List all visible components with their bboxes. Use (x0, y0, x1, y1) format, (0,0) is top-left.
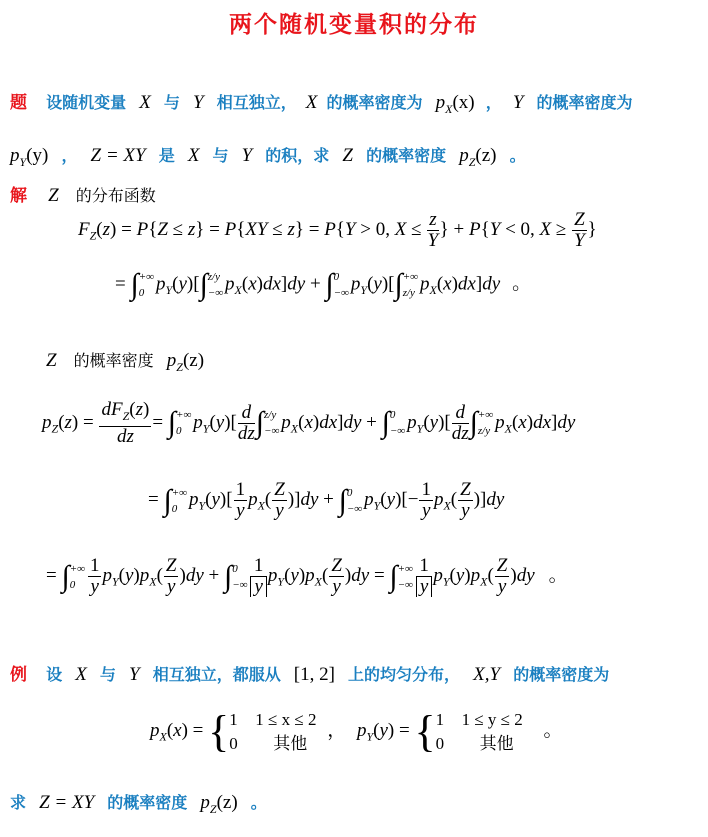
density-step-equation: = ∫+∞ 0 $p_Y(y)$[ $\frac{1}{y}$ $p_X$( $\frac{Z}{y}$ )]dy + ∫0 −∞ $p_Y(y)[-$ $\frac{1}{y}$ $p_X$( $\frac{Z}{y}$ )]dy (148, 479, 505, 521)
solution-header: 解 Z 的分布函数 (10, 185, 156, 206)
density-intro: Z 的概率密度 $p_Z(z)$ (46, 350, 205, 374)
problem-tag: 题 (10, 93, 27, 113)
example-tag: 例 (10, 665, 27, 685)
cdf-integral-equation: = ∫+∞ 0 $p_Y(y)[\int z/y$ −∞ $p_X(x)dx]dy + \int 0$ −∞ $p_Y(y)[\int+\infty$ z/y $p_X(x)dx]dy$ 。 (115, 268, 532, 301)
pZ-symbol: $p_Z(z)$ (459, 145, 497, 169)
cdf-equation: $F_Z(z) = P\{Z \le z\} = P\{XY \le z\} = P\{Y > 0$, X ≤ $\frac{z}{Y}$ } + P{Y < 0, X ≥ $\frac{Z}{Y}$ } (78, 209, 597, 251)
example-density-cases: $p_X(x)$ = { 1 1 ≤ x ≤ 2 0 其他 ， $p_Y(y)$ = { 1 1 ≤ y ≤ 2 0 其他 。 (150, 707, 563, 756)
pY-symbol: $p_Y(y)$ (10, 145, 49, 169)
problem-line-2: $p_Y(y)$ ， Z = XY 是 X 与 Y 的积，求 Z 的概率密度 $p_Z(z)$ 。 (10, 145, 526, 169)
pY-cases: 1 1 ≤ y ≤ 2 0 其他 (435, 709, 523, 754)
solution-tag: 解 (10, 186, 27, 206)
pX-symbol: $p_X(x)$ (435, 92, 475, 116)
example-question: 求 Z = XY 的概率密度 $p_Z(z)$ 。 (10, 792, 267, 816)
example-line-1: 例 设 X 与 Y 相互独立，都服从 [1, 2] 上的均匀分布， X,Y 的概率密度为 (10, 664, 610, 685)
pX-cases: 1 1 ≤ x ≤ 2 0 其他 (229, 709, 317, 754)
problem-line-1: 题 设随机变量 X 与 Y 相互独立， X 的概率密度为 $p_X(x)$ ， Y 的概率密度为 (10, 92, 633, 116)
page-title: 两个随机变量积的分布 (229, 12, 479, 38)
density-final-equation: = ∫+∞ 0 $\frac{1}{y}$ $p_Y(y)p_X$( $\frac{Z}{y}$ )dy + ∫0 −∞ $\frac{1}{y}$ $p_Y(y)p_X$( $\frac{Z}{y}$ )dy = ∫+∞ −∞ $\frac{1}{y}$ $p_Y(y)p_X$( $\frac{Z}{y}$ )dy 。 (46, 555, 568, 597)
density-derivative-equation: $p_Z(z)$ = $\frac{dF_Z(z)}{dz}$ = ∫+∞ 0 $p_Y(y)$[ $\frac{d}{dz}$ ∫z/y −∞ $p_X(x)dx]dy + \int 0$ −∞ $p_Y(y)$[ $\frac{d}{dz}$ ∫+∞ z/y $p_X(x)dx]dy$ (42, 399, 576, 447)
